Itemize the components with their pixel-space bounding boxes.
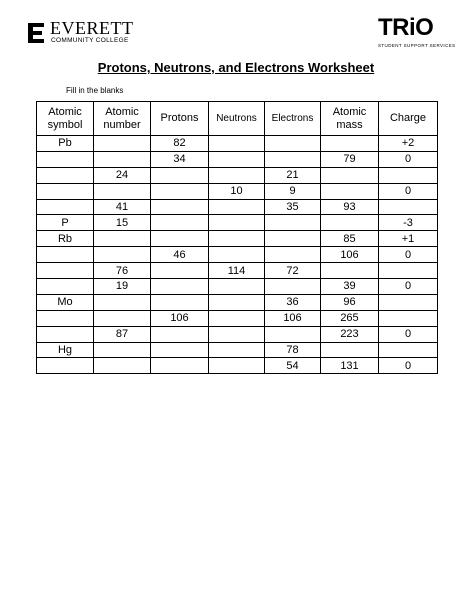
cell-neutrons — [209, 151, 265, 167]
cell-charge: +1 — [379, 231, 438, 247]
header-atomic-number: Atomic number — [94, 102, 151, 136]
cell-electrons: 35 — [265, 199, 321, 215]
cell-atomic-symbol — [37, 151, 94, 167]
cell-atomic-symbol — [37, 263, 94, 279]
cell-protons — [151, 183, 209, 199]
cell-electrons — [265, 231, 321, 247]
cell-electrons — [265, 136, 321, 152]
trio-logo-tagline: STUDENT SUPPORT SERVICES — [378, 43, 456, 48]
table-row — [37, 310, 438, 326]
table-row — [37, 294, 438, 310]
cell-atomic-symbol: Hg — [37, 342, 94, 358]
table-row — [37, 199, 438, 215]
cell-atomic-number — [94, 231, 151, 247]
cell-atomic-symbol: Rb — [37, 231, 94, 247]
cell-charge: 0 — [379, 247, 438, 263]
cell-protons — [151, 199, 209, 215]
cell-atomic-number: 19 — [94, 279, 151, 295]
cell-charge: 0 — [379, 183, 438, 199]
cell-neutrons — [209, 310, 265, 326]
table-row — [37, 342, 438, 358]
table-row — [37, 183, 438, 199]
table-row — [37, 279, 438, 295]
header-atomic-symbol: Atomic symbol — [37, 102, 94, 136]
cell-protons — [151, 263, 209, 279]
header-protons: Protons — [151, 102, 209, 136]
table-row — [37, 263, 438, 279]
cell-neutrons — [209, 358, 265, 374]
cell-electrons: 106 — [265, 310, 321, 326]
table-row — [37, 151, 438, 167]
table-row — [37, 136, 438, 152]
cell-charge — [379, 342, 438, 358]
cell-atomic-number: 24 — [94, 167, 151, 183]
cell-atomic-symbol — [37, 167, 94, 183]
table-row — [37, 247, 438, 263]
cell-neutrons: 114 — [209, 263, 265, 279]
cell-atomic-mass — [321, 167, 379, 183]
cell-electrons — [265, 247, 321, 263]
cell-atomic-mass: 106 — [321, 247, 379, 263]
worksheet-table — [36, 101, 438, 374]
cell-atomic-number: 87 — [94, 326, 151, 342]
cell-charge — [379, 199, 438, 215]
cell-electrons — [265, 326, 321, 342]
table-row — [37, 167, 438, 183]
cell-atomic-symbol: P — [37, 215, 94, 231]
cell-atomic-symbol: Pb — [37, 136, 94, 152]
cell-atomic-symbol: Mo — [37, 294, 94, 310]
header-atomic-mass: Atomic mass — [321, 102, 379, 136]
table-row — [37, 326, 438, 342]
cell-electrons: 54 — [265, 358, 321, 374]
table-row — [37, 215, 438, 231]
cell-atomic-number — [94, 294, 151, 310]
cell-atomic-mass: 39 — [321, 279, 379, 295]
worksheet-title: Protons, Neutrons, and Electrons Worksheet — [97, 60, 375, 75]
everett-logo — [26, 18, 166, 47]
cell-atomic-symbol — [37, 199, 94, 215]
cell-protons — [151, 279, 209, 295]
cell-atomic-number — [94, 136, 151, 152]
cell-electrons — [265, 151, 321, 167]
cell-neutrons — [209, 199, 265, 215]
cell-neutrons — [209, 342, 265, 358]
cell-protons: 82 — [151, 136, 209, 152]
cell-charge — [379, 294, 438, 310]
cell-protons — [151, 215, 209, 231]
cell-electrons: 78 — [265, 342, 321, 358]
cell-charge: 0 — [379, 358, 438, 374]
trio-logo-brand: TRiO — [378, 14, 434, 41]
everett-mark-icon — [26, 21, 46, 45]
table-row — [37, 231, 438, 247]
trio-logo — [372, 14, 456, 53]
cell-charge: -3 — [379, 215, 438, 231]
cell-charge — [379, 167, 438, 183]
cell-electrons: 72 — [265, 263, 321, 279]
cell-neutrons — [209, 231, 265, 247]
cell-atomic-number: 15 — [94, 215, 151, 231]
cell-neutrons — [209, 294, 265, 310]
cell-atomic-number — [94, 247, 151, 263]
cell-neutrons: 10 — [209, 183, 265, 199]
cell-neutrons — [209, 247, 265, 263]
cell-atomic-symbol — [37, 310, 94, 326]
cell-protons: 34 — [151, 151, 209, 167]
cell-neutrons — [209, 215, 265, 231]
cell-atomic-symbol — [37, 358, 94, 374]
cell-protons — [151, 167, 209, 183]
cell-atomic-symbol — [37, 183, 94, 199]
cell-protons — [151, 342, 209, 358]
cell-atomic-number — [94, 342, 151, 358]
header-electrons: Electrons — [265, 102, 321, 136]
cell-protons — [151, 294, 209, 310]
cell-protons — [151, 231, 209, 247]
header-charge: Charge — [379, 102, 438, 136]
cell-electrons: 36 — [265, 294, 321, 310]
cell-neutrons — [209, 167, 265, 183]
cell-charge: 0 — [379, 151, 438, 167]
cell-electrons — [265, 279, 321, 295]
cell-atomic-mass: 93 — [321, 199, 379, 215]
cell-atomic-number — [94, 183, 151, 199]
cell-neutrons — [209, 136, 265, 152]
cell-atomic-mass — [321, 136, 379, 152]
cell-atomic-number — [94, 151, 151, 167]
cell-atomic-symbol — [37, 247, 94, 263]
cell-atomic-number — [94, 310, 151, 326]
cell-electrons: 9 — [265, 183, 321, 199]
cell-atomic-mass: 85 — [321, 231, 379, 247]
cell-atomic-mass: 223 — [321, 326, 379, 342]
cell-atomic-mass — [321, 183, 379, 199]
cell-atomic-mass: 96 — [321, 294, 379, 310]
cell-charge — [379, 310, 438, 326]
cell-protons: 46 — [151, 247, 209, 263]
cell-atomic-mass: 131 — [321, 358, 379, 374]
everett-logo-subtitle: COMMUNITY COLLEGE — [51, 37, 129, 44]
header-neutrons: Neutrons — [209, 102, 265, 136]
cell-atomic-symbol — [37, 279, 94, 295]
cell-electrons — [265, 215, 321, 231]
cell-atomic-mass — [321, 263, 379, 279]
cell-electrons: 21 — [265, 167, 321, 183]
cell-protons: 106 — [151, 310, 209, 326]
cell-charge: +2 — [379, 136, 438, 152]
cell-atomic-mass: 79 — [321, 151, 379, 167]
cell-atomic-number: 41 — [94, 199, 151, 215]
cell-atomic-mass — [321, 215, 379, 231]
cell-charge: 0 — [379, 279, 438, 295]
cell-atomic-mass: 265 — [321, 310, 379, 326]
cell-neutrons — [209, 326, 265, 342]
instructions: Fill in the blanks — [66, 86, 124, 95]
cell-atomic-number — [94, 358, 151, 374]
cell-atomic-number: 76 — [94, 263, 151, 279]
table-row — [37, 358, 438, 374]
cell-protons — [151, 358, 209, 374]
cell-atomic-symbol — [37, 326, 94, 342]
cell-atomic-mass — [321, 342, 379, 358]
cell-charge: 0 — [379, 326, 438, 342]
cell-charge — [379, 263, 438, 279]
table-header-row — [37, 102, 438, 136]
cell-protons — [151, 326, 209, 342]
cell-neutrons — [209, 279, 265, 295]
everett-logo-name: EVERETT — [50, 18, 134, 38]
